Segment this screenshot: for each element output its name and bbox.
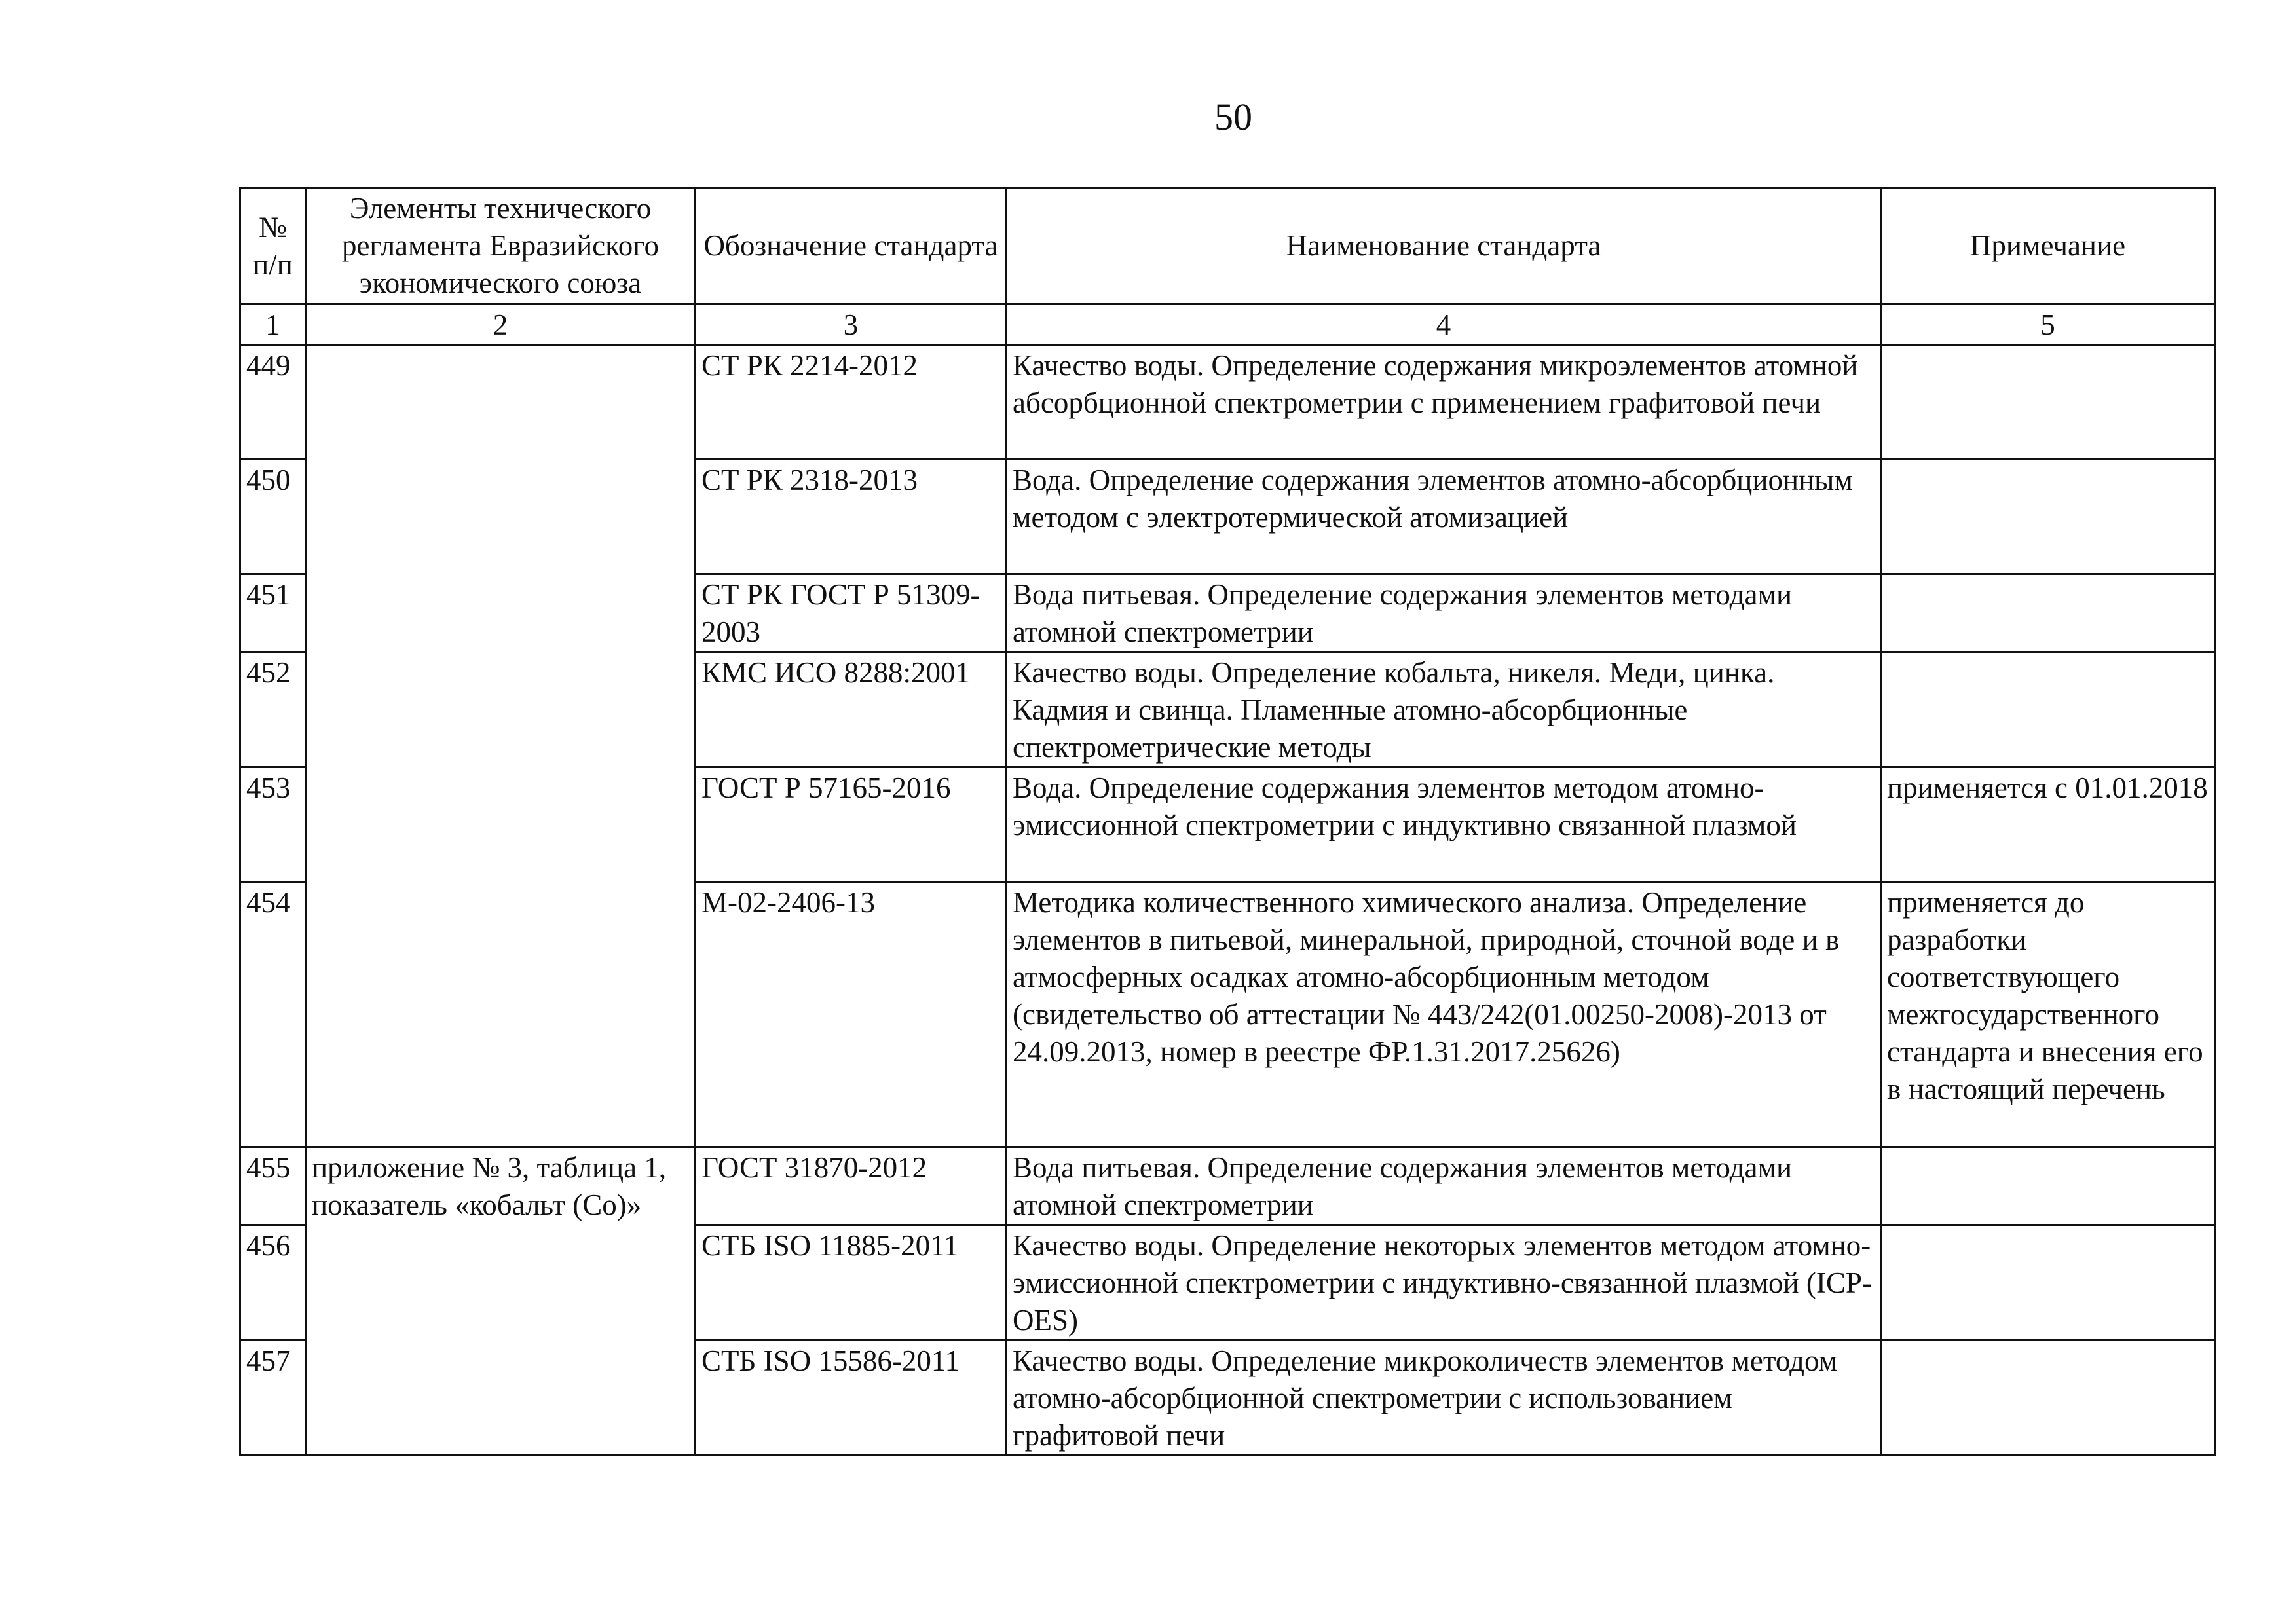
header-note: Примечание xyxy=(1881,188,2215,304)
standard-designation: ГОСТ 31870-2012 xyxy=(696,1147,1007,1225)
standards-table xyxy=(239,187,2216,1456)
row-number: 452 xyxy=(240,652,306,767)
standard-note xyxy=(1881,345,2215,460)
standard-name: Качество воды. Определение микроколичеств элементов методом атомно-абсорбционной спектрометрии с использованием графитовой печи xyxy=(1007,1340,1881,1456)
standard-note xyxy=(1881,460,2215,574)
standard-name: Вода. Определение содержания элементов атомно-абсорбционным методом с электротермической атомизацией xyxy=(1007,460,1881,574)
header-designation: Обозначение стандарта xyxy=(696,188,1007,304)
standard-note xyxy=(1881,652,2215,767)
standard-name: Качество воды. Определение кобальта, никеля. Меди, цинка. Кадмия и свинца. Пламенные атомно-абсорбционные спектрометрические методы xyxy=(1007,652,1881,767)
standard-designation: СТ РК 2214-2012 xyxy=(696,345,1007,460)
standard-designation: СТ РК 2318-2013 xyxy=(696,460,1007,574)
regulation-group-cell xyxy=(306,345,696,1147)
standard-note: применяется до разработки соответствующего межгосударственного стандарта и внесения его в настоящий перечень xyxy=(1881,882,2215,1147)
page-number: 50 xyxy=(1214,96,1252,138)
column-number: 3 xyxy=(696,304,1007,345)
standard-designation: СТБ ISO 11885-2011 xyxy=(696,1225,1007,1340)
standard-note xyxy=(1881,1340,2215,1456)
header-regulation-elements: Элементы технического регламента Евразийского экономического союза xyxy=(306,188,696,304)
standard-designation: СТ РК ГОСТ Р 51309-2003 xyxy=(696,574,1007,652)
standard-note xyxy=(1881,1225,2215,1340)
standard-name: Качество воды. Определение содержания микроэлементов атомной абсорбционной спектрометрии с применением графитовой печи xyxy=(1007,345,1881,460)
standard-name: Вода питьевая. Определение содержания элементов методами атомной спектрометрии xyxy=(1007,574,1881,652)
standard-note xyxy=(1881,574,2215,652)
column-number: 5 xyxy=(1881,304,2215,345)
column-number: 2 xyxy=(306,304,696,345)
standard-name: Вода. Определение содержания элементов методом атомно-эмиссионной спектрометрии с индуктивно связанной плазмой xyxy=(1007,767,1881,882)
standard-designation: СТБ ISO 15586-2011 xyxy=(696,1340,1007,1456)
column-number: 1 xyxy=(240,304,306,345)
header-standard-name: Наименование стандарта xyxy=(1007,188,1881,304)
column-number: 4 xyxy=(1007,304,1881,345)
table-row xyxy=(240,345,2215,460)
row-number: 455 xyxy=(240,1147,306,1225)
standard-designation: М-02-2406-13 xyxy=(696,882,1007,1147)
row-number: 454 xyxy=(240,882,306,1147)
standard-name: Вода питьевая. Определение содержания элементов методами атомной спектрометрии xyxy=(1007,1147,1881,1225)
row-number: 456 xyxy=(240,1225,306,1340)
standard-note xyxy=(1881,1147,2215,1225)
regulation-group-cell: приложение № 3, таблица 1, показатель «кобальт (Co)» xyxy=(306,1147,696,1456)
row-number: 450 xyxy=(240,460,306,574)
standard-note: применяется с 01.01.2018 xyxy=(1881,767,2215,882)
row-number: 449 xyxy=(240,345,306,460)
header-number: № п/п xyxy=(240,188,306,304)
row-number: 457 xyxy=(240,1340,306,1456)
row-number: 453 xyxy=(240,767,306,882)
standard-designation: ГОСТ Р 57165-2016 xyxy=(696,767,1007,882)
table-row xyxy=(240,1147,2215,1225)
standard-name: Методика количественного химического анализа. Определение элементов в питьевой, минеральной, природной, сточной воде и в атмосферных осадках атомно-абсорбционным методом (свидетельство об аттестации № 443/242(01.00250-2008)-2013 от 24.09.2013, номер в реестре ФР.1.31.2017.25626) xyxy=(1007,882,1881,1147)
row-number: 451 xyxy=(240,574,306,652)
standard-designation: КМС ИСО 8288:2001 xyxy=(696,652,1007,767)
table-header-row xyxy=(240,188,2215,304)
column-numbers-row xyxy=(240,304,2215,345)
standard-name: Качество воды. Определение некоторых элементов методом атомно-эмиссионной спектрометрии с индуктивно-связанной плазмой (ICP-OES) xyxy=(1007,1225,1881,1340)
